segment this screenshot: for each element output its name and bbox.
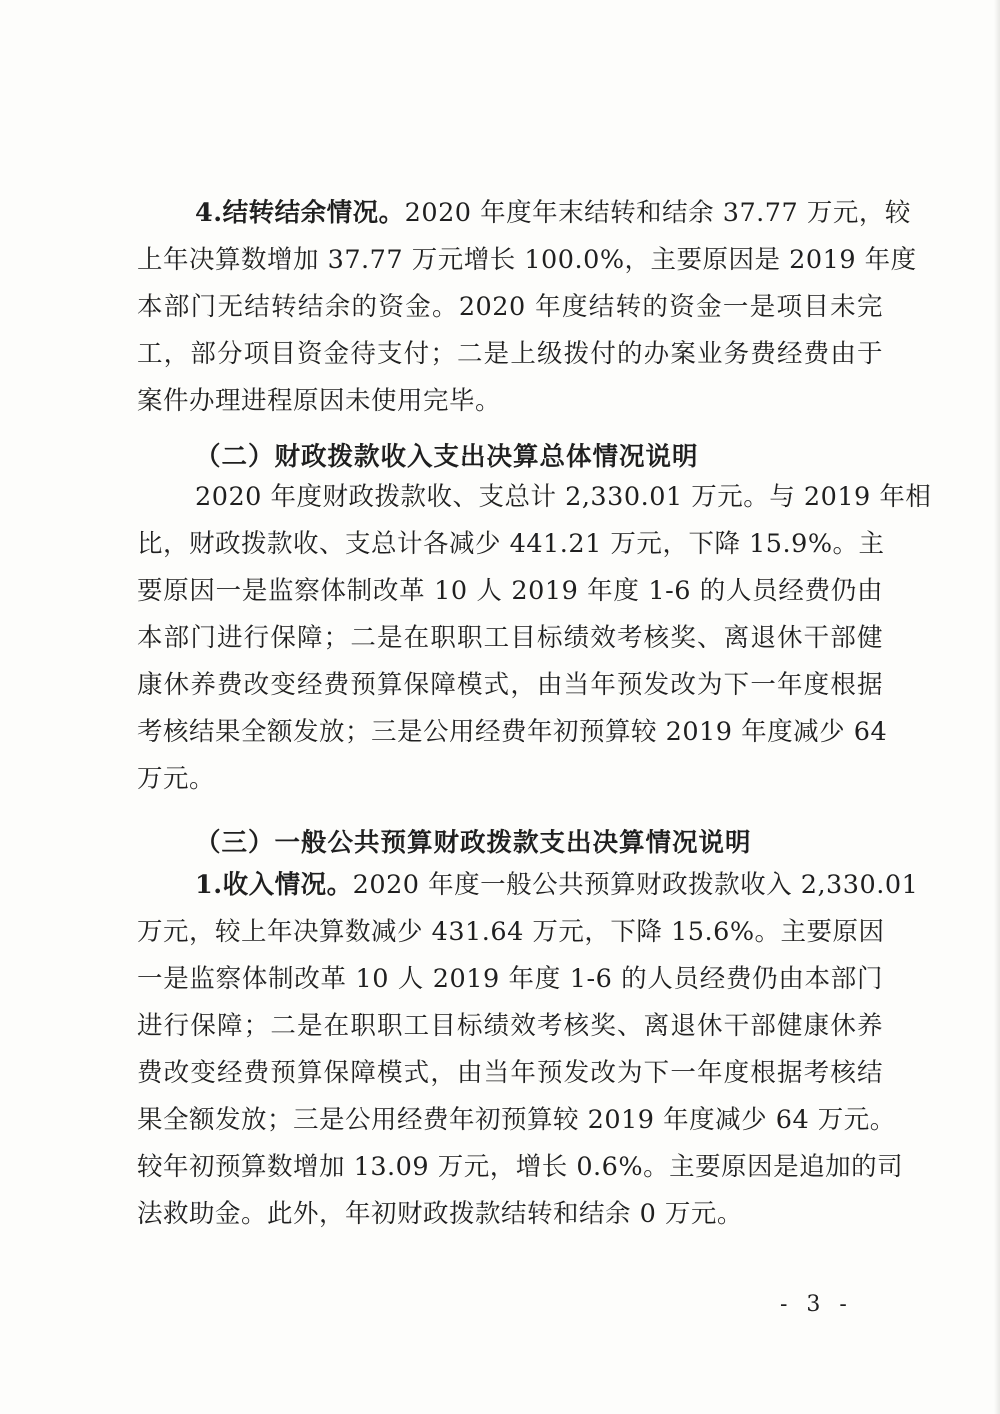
paragraph-line: 本部门无结转结余的资金。2020 年度结转的资金一是项目未完 — [137, 292, 883, 322]
paragraph-line: 2020 年度财政拨款收、支总计 2,330.01 万元。与 2019 年相 — [195, 482, 932, 512]
paragraph-line: 4.结转结余情况。2020 年度年末结转和结余 37.77 万元，较 — [195, 198, 911, 228]
paragraph-line: 案件办理进程原因未使用完毕。 — [137, 386, 502, 416]
paragraph-line: 较年初预算数增加 13.09 万元，增长 0.6%。主要原因是追加的司 — [137, 1152, 904, 1182]
paragraph-line: 果全额发放；三是公用经费年初预算较 2019 年度减少 64 万元。 — [137, 1105, 896, 1135]
paragraph-line: 费改变经费预算保障模式，由当年预发改为下一年度根据考核结 — [137, 1058, 883, 1088]
paragraph-line: 1.收入情况。2020 年度一般公共预算财政拨款收入 2,330.01 — [195, 870, 919, 900]
paragraph-line: 进行保障；二是在职职工目标绩效考核奖、离退休干部健康休养 — [137, 1011, 883, 1041]
paragraph-line: 法救助金。此外，年初财政拨款结转和结余 0 万元。 — [137, 1199, 743, 1229]
paragraph-line: 一是监察体制改革 10 人 2019 年度 1-6 的人员经费仍由本部门 — [137, 964, 883, 994]
paragraph-income — [137, 862, 919, 1238]
paragraph-line: 比，财政拨款收、支总计各减少 441.21 万元，下降 15.9%。主 — [137, 529, 885, 559]
paragraph-line: 工，部分项目资金待支付；二是上级拨付的办案业务费经费由于 — [137, 339, 883, 369]
paragraph-line: 考核结果全额发放；三是公用经费年初预算较 2019 年度减少 64 — [137, 717, 888, 747]
section-heading-3: （三）一般公共预算财政拨款支出决算情况说明 — [195, 828, 752, 858]
paragraph-fiscal-total — [137, 474, 932, 803]
paragraph-carryover-balance — [137, 190, 917, 425]
paragraph-line: 康休养费改变经费预算保障模式，由当年预发改为下一年度根据 — [137, 670, 883, 700]
paragraph-lead: 4.结转结余情况。 — [195, 198, 405, 228]
paragraph-line: 万元。 — [137, 764, 216, 794]
page-number: - 3 - — [780, 1292, 853, 1317]
paragraph-line: 万元，较上年决算数减少 431.64 万元，下降 15.6%。主要原因 — [137, 917, 885, 947]
paragraph-line: 要原因一是监察体制改革 10 人 2019 年度 1-6 的人员经费仍由 — [137, 576, 883, 606]
section-heading-2: （二）财政拨款收入支出决算总体情况说明 — [195, 442, 699, 472]
paragraph-line: 本部门进行保障；二是在职职工目标绩效考核奖、离退休干部健 — [137, 623, 883, 653]
paragraph-line: 上年决算数增加 37.77 万元增长 100.0%，主要原因是 2019 年度 — [137, 245, 917, 275]
paragraph-lead: 1.收入情况。 — [195, 870, 353, 900]
scan-edge-shadow — [994, 0, 1000, 1414]
